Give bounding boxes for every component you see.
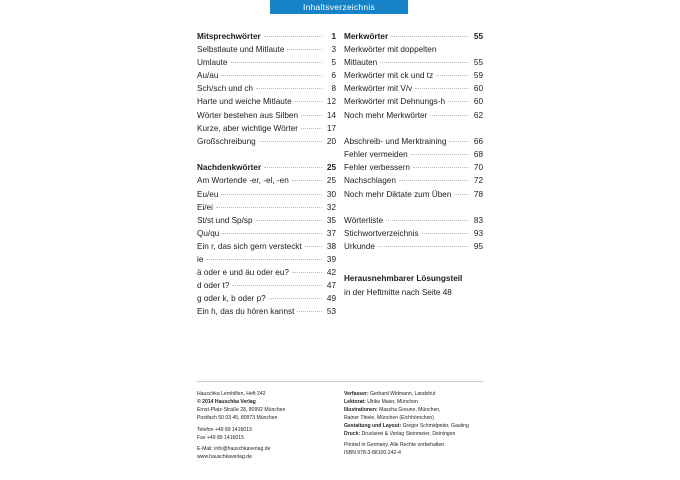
toc-entry-label: Wörter bestehen aus Silben (197, 110, 299, 120)
leader-dots (256, 87, 322, 89)
toc-entry-label: Noch mehr Diktate zum Üben (344, 189, 452, 199)
toc-entry-label: Merkwörter mit Dehnungs-h (344, 97, 446, 107)
toc-entry-label: Au/au (197, 71, 219, 81)
toc-entry-page: 68 (473, 150, 483, 160)
toc-entry-label: Mitlauten (344, 58, 378, 68)
toc-entry-label: Merkwörter (344, 32, 389, 41)
toc-entry[interactable] (197, 191, 336, 204)
toc-entry-page: 60 (473, 84, 483, 94)
imprint-author-label: Verfasser: (344, 391, 369, 397)
toc-entry-page: 30 (326, 189, 336, 199)
toc-entry-label: d oder t? (197, 281, 230, 291)
page-title: Inhaltsverzeichnis (302, 2, 376, 12)
leader-dots (380, 61, 469, 63)
imprint-layout-label: Gestaltung und Layout: (344, 422, 402, 429)
section-gap (197, 151, 336, 165)
imprint-illustrations (344, 407, 492, 415)
leader-dots (301, 127, 322, 129)
toc-entry-label: Harte und weiche Mitlaute (197, 97, 292, 107)
imprint-illustrations-label: Illustrationen: (344, 406, 378, 413)
toc-entry-page: 5 (331, 58, 336, 68)
imprint-editor (344, 399, 492, 407)
toc-entry-label: Selbstlaute und Mitlaute (197, 45, 285, 55)
toc-entry-label: Nachschlagen (344, 176, 396, 186)
leader-dots (305, 245, 322, 247)
leader-dots (264, 166, 322, 168)
leader-dots (449, 140, 469, 142)
leader-dots (264, 35, 322, 37)
toc-entry-label: Umlaute (197, 58, 228, 68)
leader-dots (439, 49, 469, 50)
toc-entry-label: Merkwörter mit ck und tz (344, 71, 434, 81)
toc-entry[interactable] (197, 308, 336, 321)
toc-entry[interactable] (197, 98, 336, 111)
footer-divider (197, 381, 483, 382)
leader-dots (292, 271, 322, 273)
imprint-illustrations-second: Rainer Thiele, München (Eichhörnchen) (344, 414, 434, 421)
toc-entry-page: 93 (473, 229, 483, 239)
toc-entry-label: Stichwortverzeichnis (344, 229, 419, 239)
toc-entry-page: 32 (326, 202, 336, 212)
toc-entry-label: Mitsprechwörter (197, 32, 261, 41)
toc-entry-page: 70 (473, 163, 483, 173)
imprint-series: Hauschka Lernhilfen, Heft 242 (197, 391, 266, 397)
leader-dots (378, 245, 469, 247)
toc-entry-page: 37 (326, 228, 336, 238)
toc-entry[interactable] (197, 217, 336, 230)
leader-dots (232, 284, 322, 286)
toc-entry[interactable] (344, 243, 483, 256)
toc-entry-page: 95 (473, 242, 483, 252)
imprint-author-value: Gerhard Widmann, Landshut (370, 391, 436, 397)
toc-entry-label: Sch/sch und ch (197, 84, 253, 94)
toc-entry-label: Eu/eu (197, 189, 219, 199)
leader-dots (256, 219, 322, 221)
toc-entry[interactable] (344, 112, 483, 125)
imprint-author (344, 391, 492, 399)
imprint-isbn: ISBN 978-3-88100-242-4 (344, 450, 401, 457)
leader-dots (386, 219, 469, 221)
imprint-credits-column (344, 391, 492, 462)
leader-dots (399, 179, 469, 181)
toc-entry-label: Ei/ei (197, 202, 213, 212)
toc-entry-page: 17 (326, 123, 336, 133)
toc-entry-label: Wörterliste (344, 216, 384, 226)
imprint-illustrations-value: Mascha Greune, München, (379, 406, 441, 413)
leader-dots (413, 166, 469, 168)
section-gap (344, 125, 483, 139)
toc-entry-label: Merkwörter mit doppelten (344, 45, 437, 55)
toc-entry-page: 14 (326, 110, 336, 120)
toc-entry-page: 25 (326, 176, 336, 186)
toc-entry-page: 72 (473, 176, 483, 186)
page-header-banner (270, 0, 408, 14)
toc-entry-page: 62 (473, 110, 483, 120)
toc-entry-label: Qu/qu (197, 228, 220, 238)
toc-right-column (344, 33, 483, 321)
leader-dots (287, 48, 322, 50)
toc-entry[interactable] (197, 177, 336, 190)
toc-entry[interactable] (197, 230, 336, 243)
leader-dots (391, 35, 469, 37)
toc-entry-label: g oder k, b oder p? (197, 294, 266, 304)
toc-entry-label: Fehler verbessern (344, 163, 410, 173)
imprint-print (344, 431, 492, 439)
toc-entry-page: 35 (326, 215, 336, 225)
toc-entry-page: 25 (326, 163, 336, 173)
leader-dots (231, 61, 323, 63)
leader-dots (454, 193, 469, 195)
leader-dots (295, 100, 322, 102)
toc-entry-page: 55 (473, 58, 483, 68)
toc-entry-page: 59 (473, 71, 483, 81)
imprint-website[interactable]: www.hauschkaverlag.de (197, 454, 252, 461)
toc-entry-label: Ein h, das du hören kannst (197, 307, 295, 317)
leader-dots (292, 179, 322, 181)
leader-dots (448, 100, 469, 102)
toc-entry[interactable] (197, 125, 336, 138)
leader-dots (221, 193, 322, 195)
imprint-print-label: Druck: (344, 430, 361, 437)
toc-entry-page: 78 (473, 189, 483, 199)
imprint-printed-in: Printed in Germany. Alle Rechte vorbehalten. (344, 442, 446, 449)
leader-dots (297, 310, 322, 312)
appendix-title: Herausnehmbarer Lösungsteil (344, 274, 463, 284)
imprint-layout-value: Gregor Schmidpeter, Gauting (402, 422, 469, 429)
toc-entry-label: Merkwörter mit V/v (344, 84, 413, 94)
toc-entry[interactable] (344, 177, 483, 190)
toc-entry-label: Noch mehr Merkwörter (344, 110, 428, 120)
leader-dots (301, 114, 322, 116)
imprint-email[interactable]: E-Mail: info@hauschkaverlag.de (197, 446, 271, 453)
imprint-print-value: Druckerei & Verlag Steinmeier, Deiningen (361, 430, 456, 437)
toc-entry-label: Urkunde (344, 242, 375, 252)
toc-entry-page: 3 (331, 45, 336, 55)
toc-left-column (197, 33, 336, 321)
toc-entry-page: 38 (326, 241, 336, 251)
section-gap (344, 204, 483, 218)
imprint-editor-label: Lektorat: (344, 398, 366, 405)
toc-entry-page: 1 (331, 32, 336, 41)
toc-entry-page: 47 (326, 281, 336, 291)
toc-entry-page: 83 (473, 216, 483, 226)
toc-entry-label: Fehler vermeiden (344, 150, 408, 160)
section-gap (344, 256, 483, 275)
appendix-note: in der Heftmitte nach Seite 48 (344, 287, 452, 297)
toc-entry-page: 20 (326, 136, 336, 146)
leader-dots (222, 232, 322, 234)
imprint-publisher-column (197, 391, 336, 462)
leader-dots (430, 114, 469, 116)
leader-dots (411, 153, 469, 155)
toc-entry-page: 6 (331, 71, 336, 81)
toc-entry[interactable] (197, 112, 336, 125)
toc-entry-page: 8 (331, 84, 336, 94)
imprint-footer (197, 391, 487, 462)
leader-dots (221, 74, 322, 76)
toc-entry-label: Am Wortende -er, -el, -en (197, 176, 289, 186)
toc-entry-page: 39 (326, 255, 336, 264)
leader-dots (206, 258, 322, 260)
table-of-contents (197, 33, 483, 321)
leader-dots (415, 87, 469, 89)
imprint-phone: Telefon +49 89 1416013 (197, 426, 252, 433)
imprint-address-street: Ernst-Platz-Straße 28, 80992 München (197, 406, 286, 413)
toc-entry-label: ä oder e und äu oder eu? (197, 268, 289, 278)
leader-dots (269, 297, 322, 299)
imprint-copyright: © 2014 Hauschka Verlag (197, 398, 256, 405)
toc-entry[interactable] (197, 243, 336, 256)
toc-entry[interactable] (197, 204, 336, 217)
imprint-layout (344, 423, 492, 431)
toc-entry-page: 42 (326, 268, 336, 278)
toc-entry-label: Nachdenkwörter (197, 163, 262, 173)
toc-entry[interactable] (344, 191, 483, 204)
toc-entry[interactable] (197, 138, 336, 151)
toc-entry-page: 55 (473, 32, 483, 41)
leader-dots (422, 232, 469, 234)
toc-entry[interactable] (344, 98, 483, 111)
leader-dots (259, 140, 322, 142)
toc-entry-label: Großschreibung (197, 136, 256, 146)
toc-entry-page: 53 (326, 307, 336, 317)
toc-entry-label: Abschreib- und Merktraining (344, 137, 447, 147)
toc-entry-page: 12 (326, 97, 336, 107)
toc-entry-label: Ein r, das sich gern versteckt (197, 241, 302, 251)
imprint-editor-value: Ulrike Maier, München (367, 398, 418, 405)
imprint-address-postbox: Postfach 50 03 45, 80973 München (197, 414, 278, 421)
toc-entry-label: Kurze, aber wichtige Wörter (197, 123, 299, 133)
toc-entry-label: St/st und Sp/sp (197, 215, 253, 225)
toc-entry-page: 60 (473, 97, 483, 107)
leader-dots (436, 74, 469, 76)
toc-entry-page: 66 (473, 137, 483, 147)
toc-entry-page: 49 (326, 294, 336, 304)
toc-entry-label: ie (197, 255, 204, 264)
leader-dots (216, 206, 322, 208)
imprint-fax: Fax +49 89 1416015 (197, 434, 244, 441)
